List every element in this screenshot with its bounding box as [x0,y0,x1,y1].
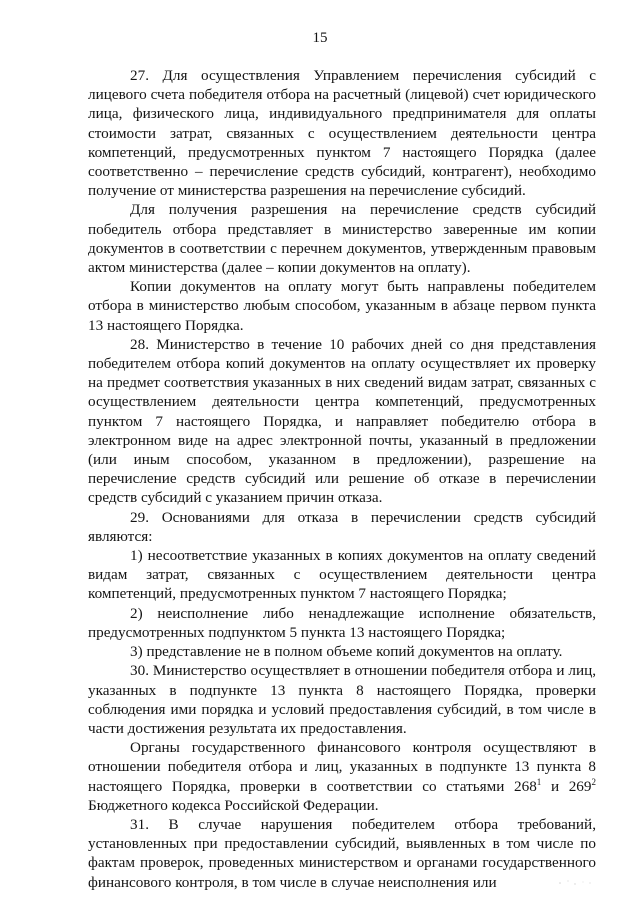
paragraph-27-delivery: Копии документов на оплату могут быть направлены победителем отбора в министерство любым способом, указанным в абзаце первом пункта 13 настоящего Порядка. [88,278,596,334]
control-text-before: Органы государственного финансового контроля осуществляют в отношении победителя отбора и лиц, указанных в подпункте 13 пункта 8 настоящего Порядка, проверки в соответствии со статьями 268 [88,739,596,795]
paragraph-28: 28. Министерство в течение 10 рабочих дней со дня представления победителем отбора копий документов на оплату осуществляет их проверку на предмет соответствия указанных в них сведений видам затрат, связанных с осуществлением деятельности центра компетенций, предусмотренных пунктом 7 настоящего Порядка, и направляет победителю отбора в электронном виде на адрес электронной почты, указанный в предложении (или иным способом, указанном в предложении), разрешение на перечисление средств субсидий или решение об отказе в перечислении средств субсидий с указанием причин отказа. [88,335,596,507]
paragraph-29-item-2: 2) неисполнение либо ненадлежащие исполнение обязательств, предусмотренных подпунктом 5 пункта 13 настоящего Порядка; [88,604,596,641]
paragraph-31: 31. В случае нарушения победителем отбора требований, установленных при предоставлении субсидий, выявленных в том числе по фактам проверок, проведенных министерством и органами государственного финансового контроля, в том числе в случае неисполнения или [88,815,596,891]
control-text-middle: и 269 [541,777,592,795]
paragraph-29-item-1: 1) несоответствие указанных в копиях документов на оплату сведений видам затрат, связанных с осуществлением деятельности центра компетенций, предусмотренных пунктом 7 настоящего Порядка; [88,547,596,603]
control-text-after: Бюджетного кодекса Российской Федерации. [88,796,379,814]
paragraph-29: 29. Основаниями для отказа в перечислении средств субсидий являются: [88,508,596,545]
paragraph-27: 27. Для осуществления Управлением перечисления субсидий с лицевого счета победителя отбора на расчетный (лицевой) счет юридического лица, физического лица, индивидуального предпринимателя для оплаты стоимости затрат, связанных с осуществлением деятельности центра компетенций, предусмотренных пунктом 7 настоящего Порядка (далее соответственно – перечисление средств субсидий, контрагент), необходимо получение от министерства разрешения на перечисление субсидий. [88,67,596,200]
paragraph-27-permission: Для получения разрешения на перечисление средств субсидий победитель отбора представляет в министерство заверенные им копии документов в соответствии с перечнем документов, утвержденным правовым актом министерства (далее – копии документов на оплату). [88,201,596,277]
superscript-2: 2 [591,776,596,787]
paragraph-29-item-3: 3) представление не в полном объеме копий документов на оплату. [130,643,563,661]
document-body [88,66,596,892]
paragraph-30: 30. Министерство осуществляет в отношении победителя отбора и лиц, указанных в подпункте 13 пункта 8 настоящего Порядка, проверки соблюдения ими порядка и условий предоставления субсидий, в том числе в части достижения результата их предоставления. [88,662,596,737]
scan-artifact [556,878,596,886]
page-number: 15 [312,30,328,46]
superscript-1: 1 [536,776,542,787]
paragraph-30-financial-control [88,738,596,815]
